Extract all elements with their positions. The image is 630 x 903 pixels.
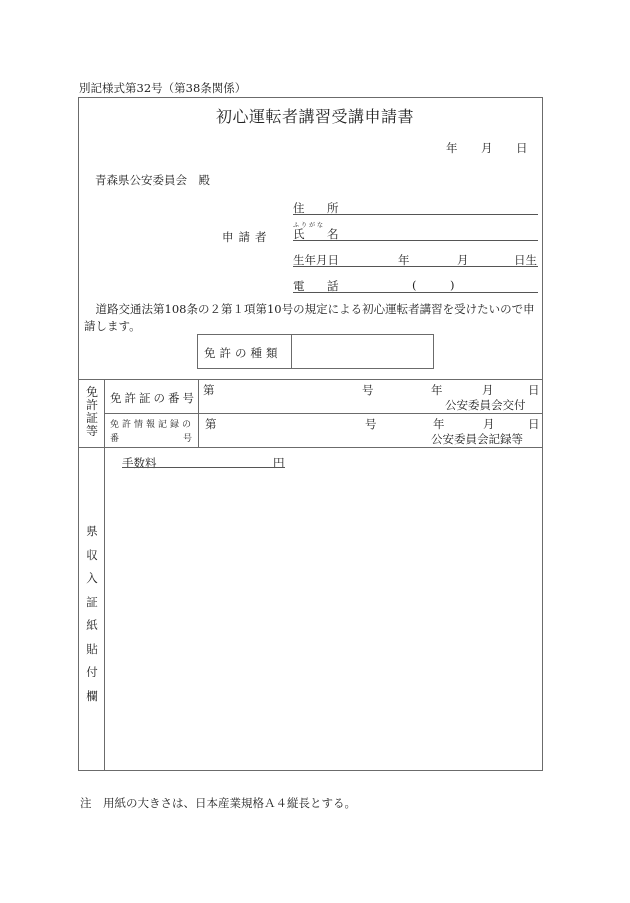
phone-label-2: 話 xyxy=(327,279,339,293)
fee-field[interactable] xyxy=(122,467,285,468)
birth-year-label: 年 xyxy=(398,253,410,267)
license-section-top-line xyxy=(78,379,543,380)
application-statement: 道路交通法第108条の２第１項第10号の規定による初心運転者講習を受けたいので申請します。 xyxy=(84,302,535,333)
license-record-prefix: 第 xyxy=(205,417,217,431)
applicant-label: 申請者 xyxy=(222,230,272,244)
fee-unit: 円 xyxy=(273,456,285,470)
license-record-label-line1: 免許情報記録の xyxy=(110,420,195,430)
name-label-2: 名 xyxy=(327,227,339,241)
phone-paren-open: ( xyxy=(412,278,417,292)
license-section-side-label: 免許証等 xyxy=(85,385,98,438)
license-section-bottom-line xyxy=(78,447,543,448)
fee-label: 手数料 xyxy=(122,456,157,470)
form-title: 初心運転者講習受講申請書 xyxy=(215,107,414,126)
license-label-divider xyxy=(198,379,199,447)
license-type-divider xyxy=(291,334,292,369)
license-issuer: 公安委員会交付 xyxy=(445,398,526,412)
revenue-stamp-area xyxy=(106,480,542,770)
name-ruby: ふりがな xyxy=(293,222,326,229)
addressee: 青森県公安委員会 殿 xyxy=(95,173,210,187)
side-column-divider xyxy=(104,379,105,771)
name-field[interactable] xyxy=(293,240,538,241)
birth-date-label: 生年月日 xyxy=(293,253,339,267)
date-day-label: 日 xyxy=(516,141,528,155)
license-section-mid-line xyxy=(104,413,543,414)
license-issue-month: 月 xyxy=(482,383,494,397)
license-record-label-line2b: 号 xyxy=(183,434,196,444)
license-record-day: 日 xyxy=(528,417,540,431)
phone-paren-close: ) xyxy=(450,278,455,292)
license-record-label-line2a: 番 xyxy=(110,434,123,444)
license-number-prefix: 第 xyxy=(203,383,215,397)
address-field[interactable] xyxy=(293,214,538,215)
form-reference: 別記様式第32号（第38条関係） xyxy=(79,81,247,95)
license-record-field[interactable] xyxy=(218,415,358,446)
date-year-label: 年 xyxy=(446,141,458,155)
phone-label-1: 電 xyxy=(293,279,305,293)
license-issue-day: 日 xyxy=(528,383,540,397)
revenue-stamp-side-label: 県収入証紙貼付欄 xyxy=(86,524,98,703)
license-record-year: 年 xyxy=(433,417,445,431)
paper-size-note: 注 用紙の大きさは、日本産業規格Ａ４縦長とする。 xyxy=(80,796,356,810)
license-number-label: 免許証の番号 xyxy=(110,391,197,405)
license-number-field[interactable] xyxy=(215,381,355,412)
phone-field[interactable] xyxy=(293,292,538,293)
address-label-1: 住 xyxy=(293,201,305,215)
license-recorder: 公安委員会記録等 xyxy=(431,432,523,446)
date-month-label: 月 xyxy=(481,141,493,155)
address-label-2: 所 xyxy=(327,201,339,215)
name-label-1: 氏 xyxy=(293,227,305,241)
birth-day-label: 日生 xyxy=(514,253,537,267)
license-type-field[interactable] xyxy=(293,336,432,367)
license-number-suffix: 号 xyxy=(362,383,374,397)
license-record-month: 月 xyxy=(483,417,495,431)
birth-date-field[interactable] xyxy=(293,266,538,267)
license-record-suffix: 号 xyxy=(365,417,377,431)
birth-month-label: 月 xyxy=(457,253,469,267)
license-issue-year: 年 xyxy=(431,383,443,397)
license-type-label: 免許の種類 xyxy=(204,346,282,360)
